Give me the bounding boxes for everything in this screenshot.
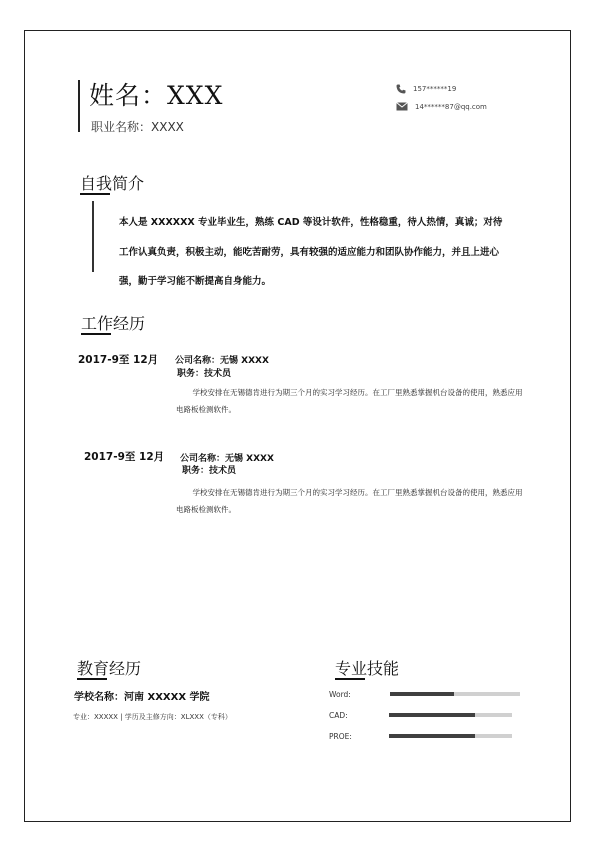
skill-bar-cad — [389, 713, 512, 717]
skill-label-cad: CAD: — [329, 711, 348, 720]
work-position: 职务：技术员 — [177, 369, 232, 379]
name-accent-bar — [78, 80, 80, 132]
candidate-name: 姓名：XXX — [89, 81, 224, 110]
email-row — [396, 102, 487, 111]
work-description: 学校安排在无锡德肯进行为期三个月的实习学习经历。在工厂里熟悉掌握机台设备的使用，熟悉应用电路板检测软件。 — [176, 488, 523, 514]
skill-bar-word — [390, 692, 520, 696]
education-heading-underline — [77, 678, 107, 680]
skills-heading-underline — [335, 678, 365, 680]
skill-bar-proe — [389, 734, 512, 738]
intro-text: 本人是 XXXXXX 专业毕业生，熟练 CAD 等设计软件，性格稳重，待人热情，真诚；对待工作认真负责，积极主动，能吃苦耐劳，具有较强的适应能力和团队协作能力，并且上进心强，勤于学习能不断提高自身能力。 — [119, 217, 503, 287]
intro-heading-underline — [80, 193, 110, 195]
job-title: 职业名称：XXXX — [91, 120, 184, 134]
skill-bar-fill — [389, 713, 475, 717]
work-description: 学校安排在无锡德肯进行为期三个月的实习学习经历。在工厂里熟悉掌握机台设备的使用，熟悉应用电路板检测软件。 — [176, 388, 523, 414]
phone-row — [396, 84, 456, 94]
education-detail: 专业：XXXXX | 学历及主修方向：XLXXX（专科） — [73, 713, 232, 721]
page-frame — [24, 30, 571, 822]
phone-icon — [396, 84, 406, 94]
envelope-icon — [396, 102, 408, 111]
work-date: 2017-9至 12月 — [84, 451, 165, 463]
phone-number: 157******19 — [413, 85, 457, 93]
work-heading-underline — [81, 333, 111, 335]
work-heading: 工作经历 — [81, 314, 146, 333]
skill-label-word: Word: — [329, 690, 351, 699]
skill-bar-fill — [389, 734, 475, 738]
email-address: 14******87@qq.com — [415, 102, 487, 111]
work-company: 公司名称：无锡 XXXX — [180, 454, 274, 464]
skill-bar-fill — [390, 692, 454, 696]
skills-heading: 专业技能 — [335, 659, 400, 678]
work-company: 公司名称：无锡 XXXX — [175, 356, 269, 366]
work-position: 职务：技术员 — [182, 466, 237, 476]
skill-label-proe: PROE: — [329, 732, 352, 741]
education-heading: 教育经历 — [77, 659, 142, 678]
intro-accent-bar — [92, 201, 94, 272]
education-school: 学校名称：河南 XXXXX 学院 — [74, 692, 210, 703]
work-date: 2017-9至 12月 — [78, 354, 159, 366]
intro-heading: 自我简介 — [80, 174, 145, 193]
